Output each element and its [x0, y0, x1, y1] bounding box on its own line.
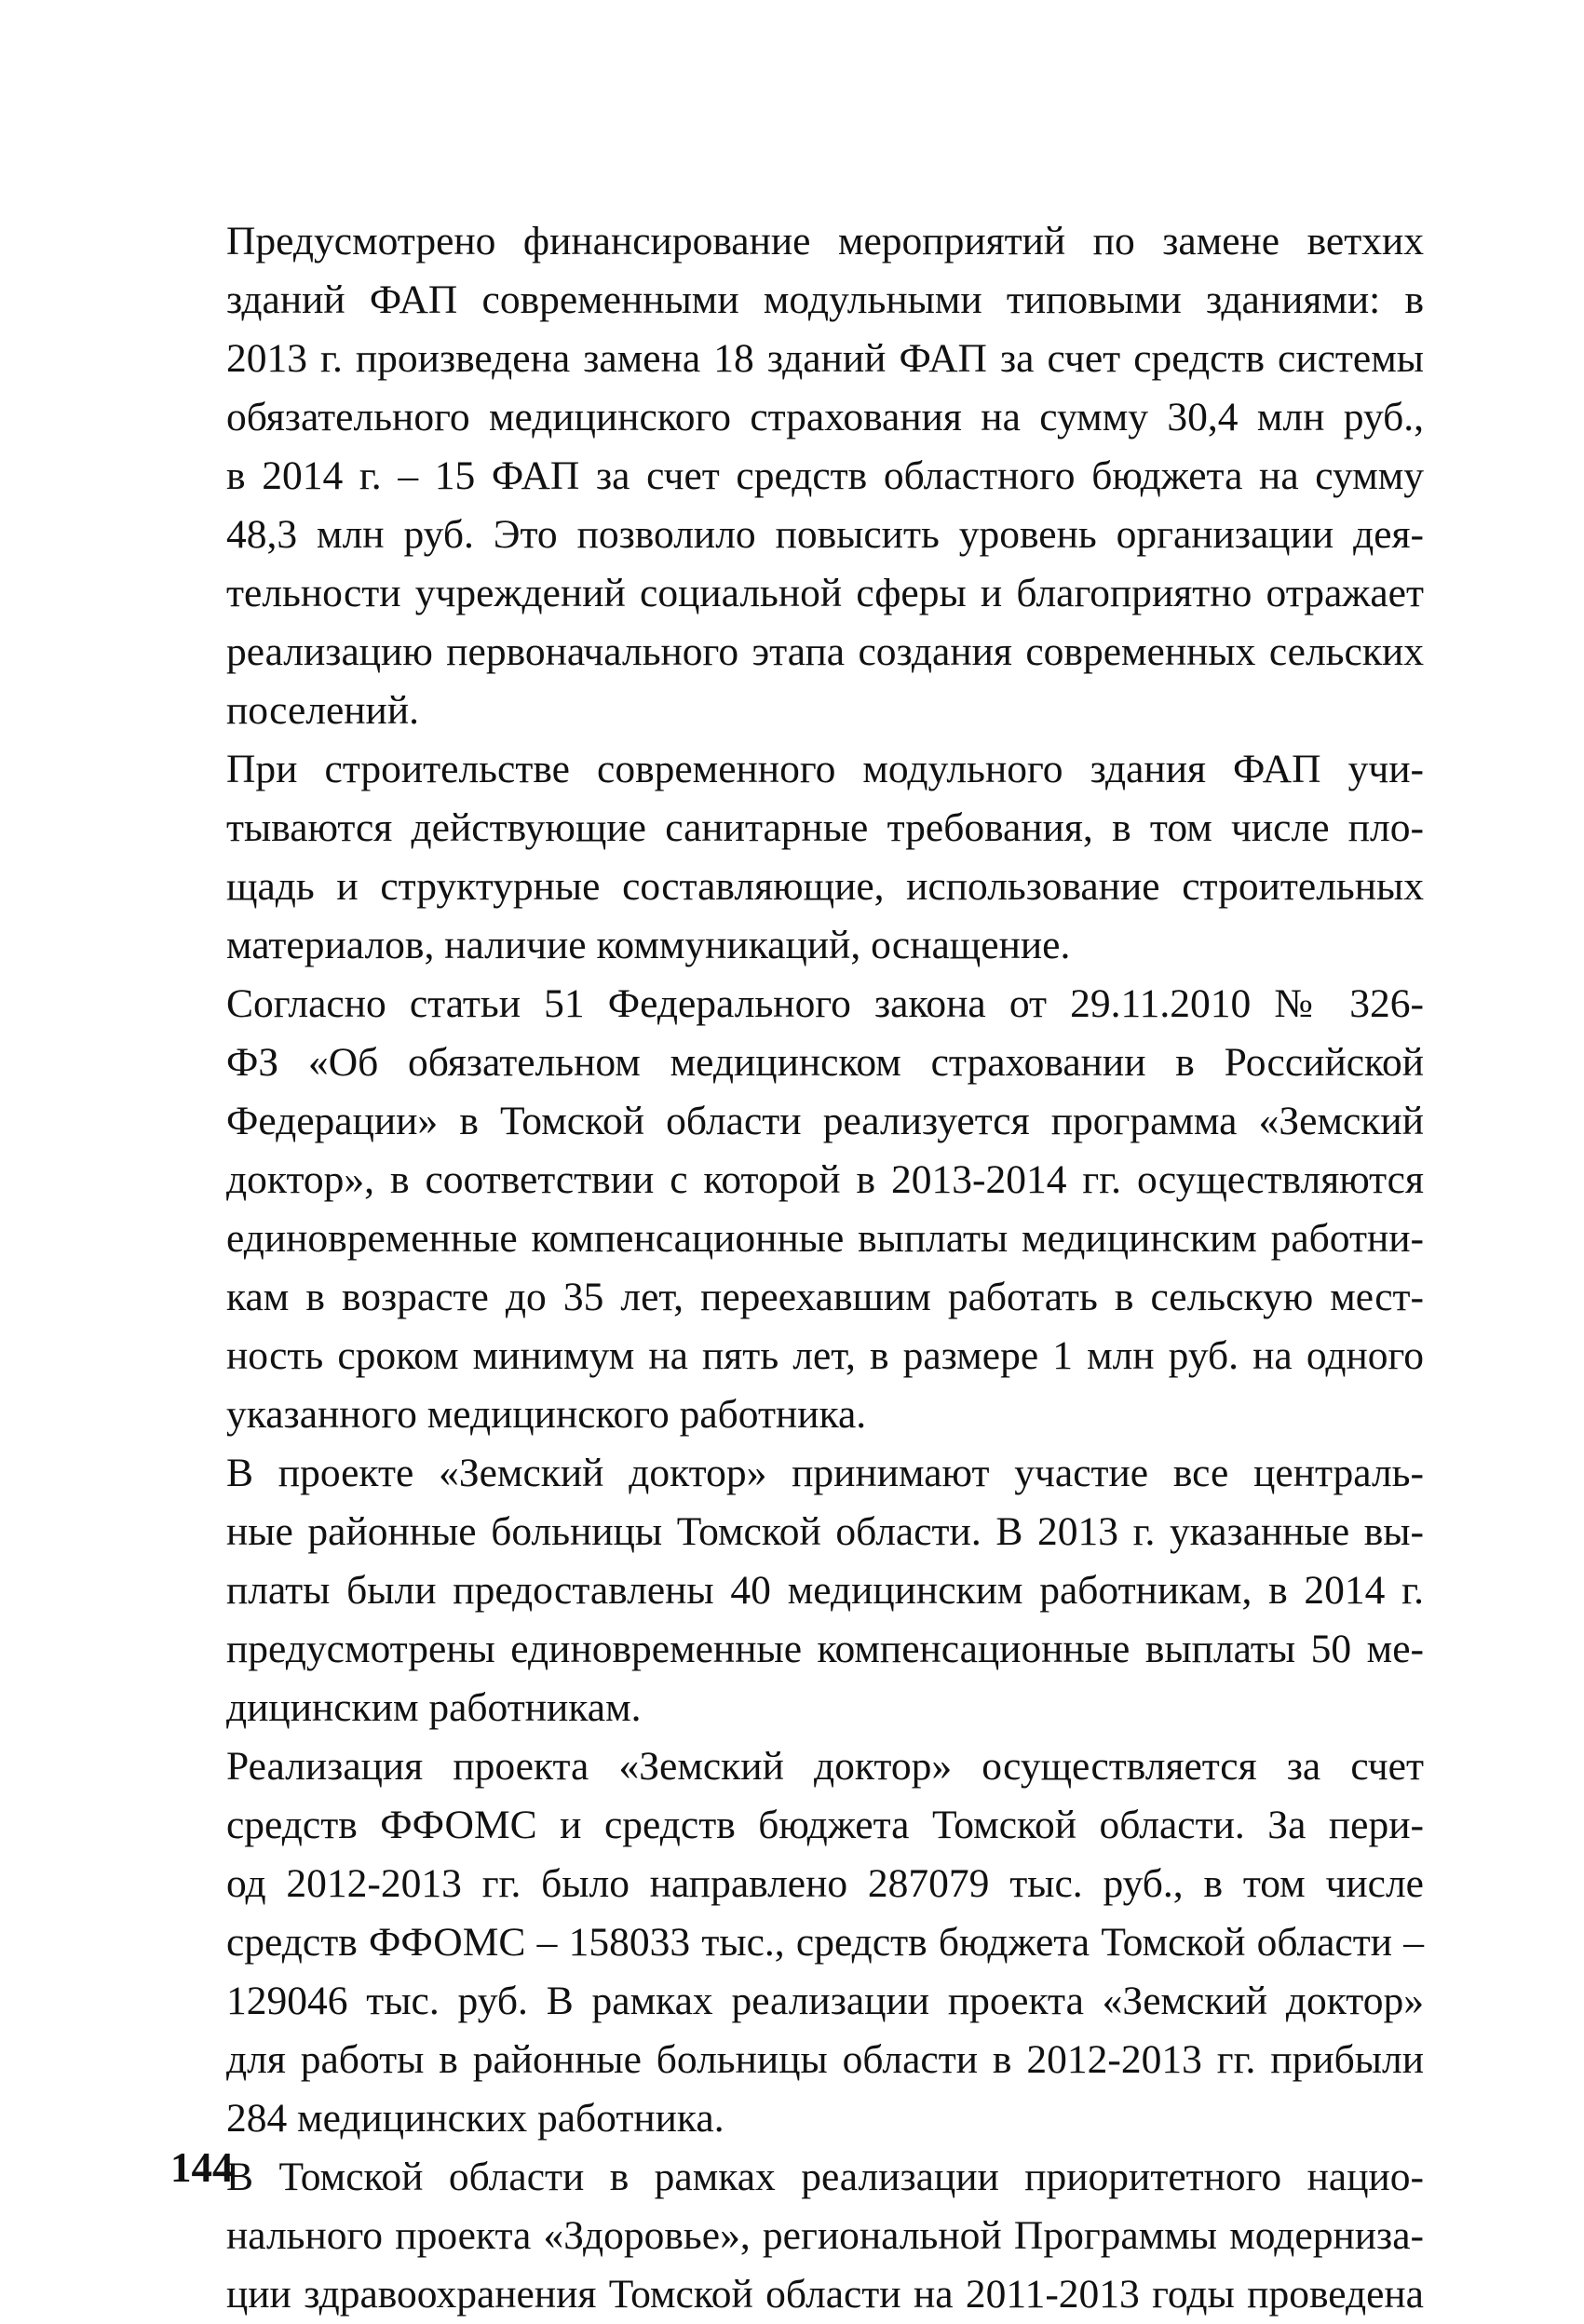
paragraph — [213, 1737, 1424, 2148]
paragraph — [213, 1444, 1424, 1737]
page-number: 144 — [170, 2144, 234, 2191]
text-line: предусмотрены единовременные компенсационные выплаты 50 ме- — [226, 1627, 1424, 1671]
text-line: указанного медицинского работника. — [226, 1392, 867, 1437]
text-line: реализацию первоначального этапа создания современных сельских — [226, 629, 1424, 674]
text-line: нального проекта «Здоровье», региональной Программы модерниза- — [226, 2213, 1424, 2258]
text-line: единовременные компенсационные выплаты медицинским работни- — [226, 1216, 1424, 1261]
text-line: в 2014 г. – 15 ФАП за счет средств областного бюджета на сумму — [226, 453, 1424, 498]
text-line: средств ФФОМС и средств бюджета Томской области. За пери- — [226, 1803, 1424, 1847]
text-line: од 2012-2013 гг. было направлено 287079 тыс. руб., в том числе — [226, 1861, 1424, 1906]
text-line: кам в возрасте до 35 лет, переехавшим работать в сельскую мест- — [226, 1275, 1424, 1319]
paragraph — [213, 212, 1424, 740]
paragraph — [213, 975, 1424, 1444]
text-line: 2013 г. произведена замена 18 зданий ФАП за счет средств системы — [226, 336, 1424, 381]
text-line: обязательного медицинского страхования на сумму 30,4 млн руб., — [226, 395, 1424, 439]
text-line: 48,3 млн руб. Это позволило повысить уровень организации дея- — [226, 512, 1424, 557]
text-line: В проекте «Земский доктор» принимают участие все централь- — [226, 1451, 1424, 1495]
text-line: ции здравоохранения Томской области на 2011-2013 годы проведена — [226, 2272, 1424, 2317]
text-line: доктор», в соответствии с которой в 2013-2014 гг. осуществляются — [226, 1157, 1424, 1202]
text-line: При строительстве современного модульного здания ФАП учи- — [226, 747, 1424, 791]
paragraph — [213, 2148, 1424, 2324]
text-line: материалов, наличие коммуникаций, оснащение. — [226, 923, 1071, 967]
text-line: ФЗ «Об обязательном медицинском страховании в Российской — [226, 1040, 1424, 1085]
text-line: Предусмотрено финансирование мероприятий по замене ветхих — [226, 219, 1424, 263]
text-line: средств ФФОМС – 158033 тыс., средств бюджета Томской области – — [226, 1920, 1424, 1965]
text-line: В Томской области в рамках реализации приоритетного нацио- — [226, 2155, 1424, 2199]
text-line: тываются действующие санитарные требования, в том числе пло- — [226, 805, 1424, 850]
text-line: тельности учреждений социальной сферы и благоприятно отражает — [226, 571, 1424, 615]
text-line: Реализация проекта «Земский доктор» осуществляется за счет — [226, 1744, 1424, 1789]
text-line: 284 медицинских работника. — [226, 2096, 724, 2141]
text-line: Согласно статьи 51 Федерального закона от 29.11.2010 № 326- — [226, 981, 1424, 1026]
text-line: щадь и структурные составляющие, использование строительных — [226, 864, 1424, 909]
text-line: платы были предоставлены 40 медицинским работникам, в 2014 г. — [226, 1568, 1424, 1613]
text-line: Федерации» в Томской области реализуется программа «Земский — [226, 1099, 1424, 1143]
text-line: ность сроком минимум на пять лет, в размере 1 млн руб. на одного — [226, 1333, 1424, 1378]
text-line: 129046 тыс. руб. В рамках реализации проекта «Земский доктор» — [226, 1979, 1424, 2023]
text-line: для работы в районные больницы области в 2012-2013 гг. прибыли — [226, 2037, 1424, 2082]
text-line: дицинским работникам. — [226, 1685, 642, 1730]
text-line: ные районные больницы Томской области. В 2013 г. указанные вы- — [226, 1509, 1424, 1554]
paragraph — [213, 740, 1424, 975]
text-line: поселений. — [226, 688, 419, 733]
body-text — [213, 212, 1424, 2324]
text-line: зданий ФАП современными модульными типовыми зданиями: в — [226, 277, 1424, 322]
